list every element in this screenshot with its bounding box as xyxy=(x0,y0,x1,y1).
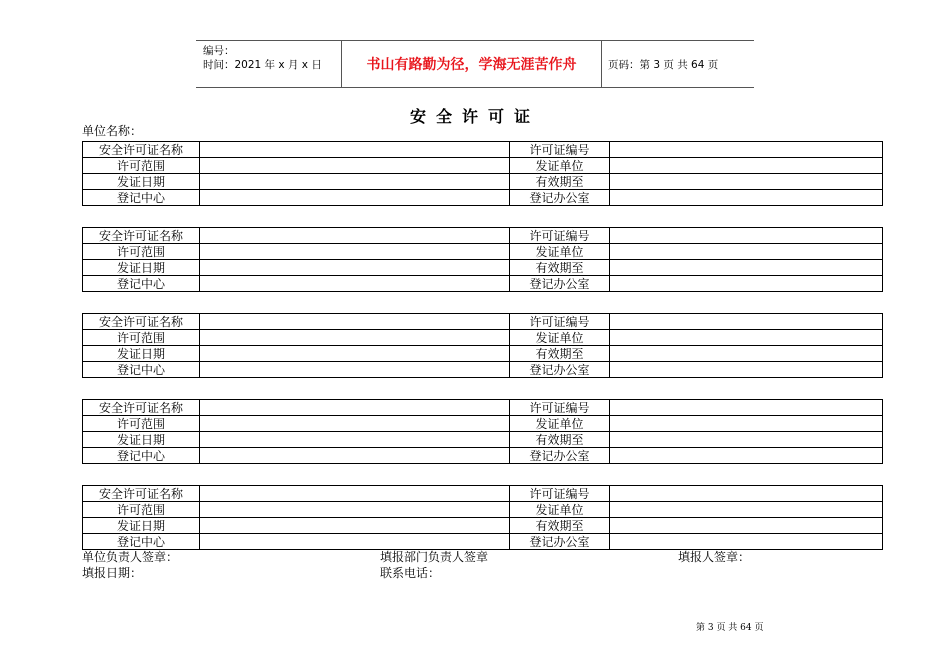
reg-center-value[interactable] xyxy=(200,190,510,206)
reg-center-value[interactable] xyxy=(200,362,510,378)
scope-value[interactable] xyxy=(200,416,510,432)
table-row xyxy=(83,362,883,378)
issue-date-label: 发证日期 xyxy=(83,432,200,448)
license-table xyxy=(82,313,883,378)
cert-name-value[interactable] xyxy=(200,486,510,502)
scope-label: 许可范围 xyxy=(83,416,200,432)
table-row xyxy=(83,400,883,416)
reg-office-value[interactable] xyxy=(610,190,883,206)
issuer-value[interactable] xyxy=(610,416,883,432)
table-row xyxy=(83,432,883,448)
license-table xyxy=(82,227,883,292)
issue-date-label: 发证日期 xyxy=(83,174,200,190)
reg-center-label: 登记中心 xyxy=(83,190,200,206)
contact-phone-label: 联系电话： xyxy=(380,566,441,580)
reg-office-label: 登记办公室 xyxy=(510,190,610,206)
reg-center-value[interactable] xyxy=(200,276,510,292)
table-row xyxy=(83,190,883,206)
cert-no-value[interactable] xyxy=(610,400,883,416)
reg-center-value[interactable] xyxy=(200,534,510,550)
reg-office-label: 登记办公室 xyxy=(510,534,610,550)
issuer-label: 发证单位 xyxy=(510,330,610,346)
table-row xyxy=(83,486,883,502)
issue-date-label: 发证日期 xyxy=(83,518,200,534)
reg-office-label: 登记办公室 xyxy=(510,448,610,464)
fill-date-label: 填报日期： xyxy=(82,566,143,580)
issue-date-value[interactable] xyxy=(200,346,510,362)
scope-label: 许可范围 xyxy=(83,244,200,260)
number-label: 编号： xyxy=(203,45,235,57)
table-row xyxy=(83,276,883,292)
scope-label: 许可范围 xyxy=(83,330,200,346)
header-meta xyxy=(196,41,341,87)
scope-value[interactable] xyxy=(200,158,510,174)
cert-name-label: 安全许可证名称 xyxy=(83,142,200,158)
table-row xyxy=(83,174,883,190)
cert-no-value[interactable] xyxy=(610,314,883,330)
issue-date-value[interactable] xyxy=(200,518,510,534)
valid-until-label: 有效期至 xyxy=(510,346,610,362)
reg-office-value[interactable] xyxy=(610,362,883,378)
cert-no-label: 许可证编号 xyxy=(510,228,610,244)
cert-name-label: 安全许可证名称 xyxy=(83,228,200,244)
valid-until-label: 有效期至 xyxy=(510,518,610,534)
scope-value[interactable] xyxy=(200,330,510,346)
cert-no-value[interactable] xyxy=(610,486,883,502)
reg-office-value[interactable] xyxy=(610,448,883,464)
reg-office-value[interactable] xyxy=(610,276,883,292)
reg-office-label: 登记办公室 xyxy=(510,276,610,292)
reg-center-value[interactable] xyxy=(200,448,510,464)
unit-head-sign-label: 单位负责人签章： xyxy=(82,550,179,564)
cert-name-value[interactable] xyxy=(200,142,510,158)
valid-until-value[interactable] xyxy=(610,432,883,448)
reg-center-label: 登记中心 xyxy=(83,448,200,464)
unit-name-label: 单位名称： xyxy=(82,124,143,138)
reg-center-label: 登记中心 xyxy=(83,276,200,292)
scope-label: 许可范围 xyxy=(83,158,200,174)
cert-name-label: 安全许可证名称 xyxy=(83,486,200,502)
issuer-label: 发证单位 xyxy=(510,244,610,260)
dept-head-sign-label: 填报部门负责人签章 xyxy=(380,550,489,564)
header-page-code: 页码：第 3 页 共 64 页 xyxy=(608,58,719,71)
table-row xyxy=(83,260,883,276)
table-row xyxy=(83,534,883,550)
page-number-footer: 第 3 页 共 64 页 xyxy=(696,623,764,633)
table-row xyxy=(83,158,883,174)
scope-label: 许可范围 xyxy=(83,502,200,518)
license-table xyxy=(82,485,883,550)
table-row xyxy=(83,502,883,518)
issuer-value[interactable] xyxy=(610,158,883,174)
table-row xyxy=(83,330,883,346)
issuer-value[interactable] xyxy=(610,502,883,518)
license-table xyxy=(82,141,883,206)
valid-until-label: 有效期至 xyxy=(510,174,610,190)
document-header xyxy=(196,40,754,88)
issuer-value[interactable] xyxy=(610,244,883,260)
cert-name-label: 安全许可证名称 xyxy=(83,400,200,416)
valid-until-value[interactable] xyxy=(610,346,883,362)
issue-date-value[interactable] xyxy=(200,174,510,190)
issuer-label: 发证单位 xyxy=(510,416,610,432)
time-label: 时间：2021 年 x 月 x 日 xyxy=(203,59,322,71)
cert-name-value[interactable] xyxy=(200,400,510,416)
license-table xyxy=(82,399,883,464)
issue-date-label: 发证日期 xyxy=(83,346,200,362)
issuer-label: 发证单位 xyxy=(510,502,610,518)
valid-until-value[interactable] xyxy=(610,260,883,276)
reg-office-label: 登记办公室 xyxy=(510,362,610,378)
scope-value[interactable] xyxy=(200,502,510,518)
cert-no-label: 许可证编号 xyxy=(510,486,610,502)
header-motto: 书山有路勤为径，学海无涯苦作舟 xyxy=(341,41,602,87)
issue-date-value[interactable] xyxy=(200,432,510,448)
valid-until-value[interactable] xyxy=(610,174,883,190)
issue-date-value[interactable] xyxy=(200,260,510,276)
cert-no-value[interactable] xyxy=(610,228,883,244)
table-row xyxy=(83,142,883,158)
cert-no-label: 许可证编号 xyxy=(510,314,610,330)
table-row xyxy=(83,448,883,464)
table-row xyxy=(83,228,883,244)
table-row xyxy=(83,244,883,260)
table-row xyxy=(83,416,883,432)
table-row xyxy=(83,518,883,534)
scope-value[interactable] xyxy=(200,244,510,260)
valid-until-label: 有效期至 xyxy=(510,432,610,448)
valid-until-label: 有效期至 xyxy=(510,260,610,276)
table-row xyxy=(83,346,883,362)
cert-no-label: 许可证编号 xyxy=(510,400,610,416)
reg-center-label: 登记中心 xyxy=(83,362,200,378)
filler-sign-label: 填报人签章： xyxy=(678,550,751,564)
cert-name-label: 安全许可证名称 xyxy=(83,314,200,330)
page-title: 安全许可证 xyxy=(409,107,540,126)
cert-no-label: 许可证编号 xyxy=(510,142,610,158)
cert-no-value[interactable] xyxy=(610,142,883,158)
issuer-label: 发证单位 xyxy=(510,158,610,174)
reg-office-value[interactable] xyxy=(610,534,883,550)
reg-center-label: 登记中心 xyxy=(83,534,200,550)
cert-name-value[interactable] xyxy=(200,228,510,244)
valid-until-value[interactable] xyxy=(610,518,883,534)
issue-date-label: 发证日期 xyxy=(83,260,200,276)
cert-name-value[interactable] xyxy=(200,314,510,330)
issuer-value[interactable] xyxy=(610,330,883,346)
table-row xyxy=(83,314,883,330)
